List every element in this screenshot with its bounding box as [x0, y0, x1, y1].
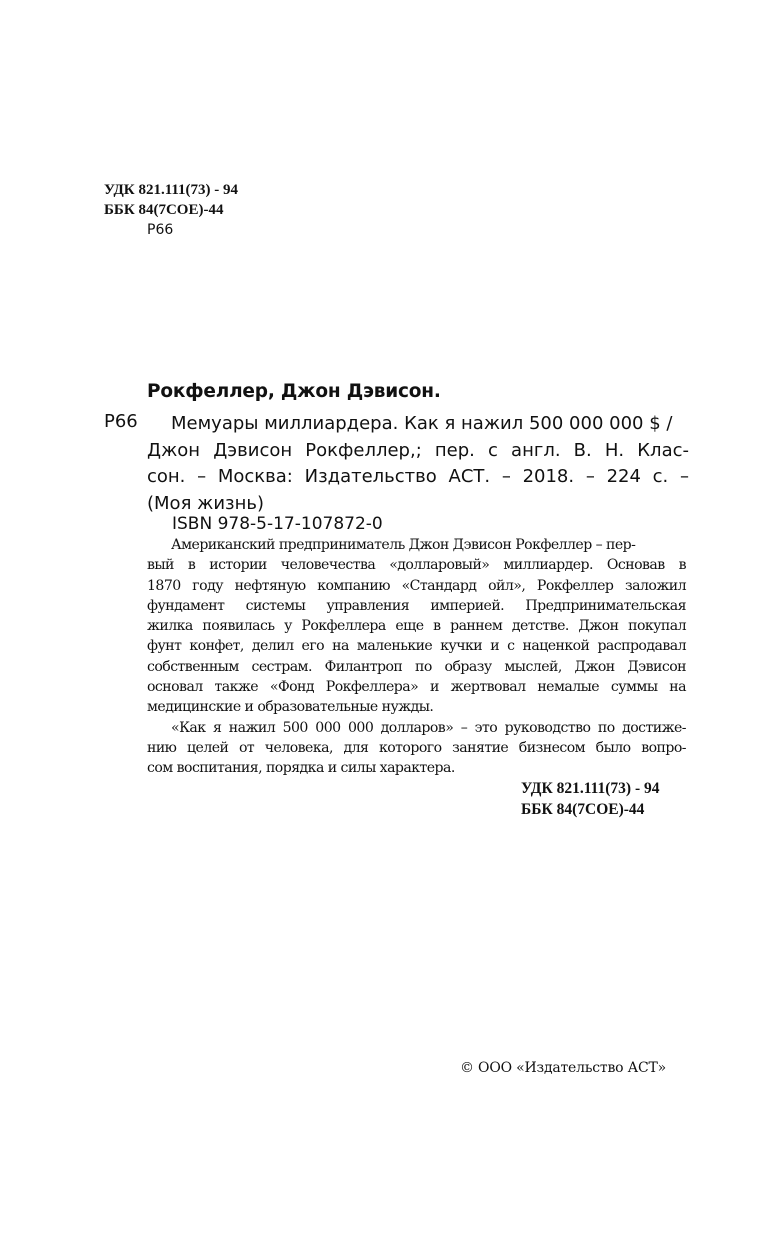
- isbn: ISBN 978-5-17-107872-0: [172, 514, 383, 534]
- bbk-bottom: ББК 84(7СОЕ)-44: [521, 801, 645, 818]
- annotation: [147, 535, 686, 779]
- author-heading: Рокфеллер, Джон Дэвисон.: [147, 381, 441, 402]
- bibliographic-description: [147, 411, 689, 517]
- annotation-line: «Как я нажил 500 000 000 долларов» – это руководство по достиже-: [171, 719, 686, 736]
- author-code: Р66: [104, 411, 138, 432]
- classification-bottom: [521, 778, 660, 820]
- annotation-line: фундамент системы управления империей. Предпринимательская: [147, 597, 686, 614]
- annotation-line: сом воспитания, порядка и силы характера.: [147, 760, 455, 777]
- annotation-line: вый в истории человечества «долларовый» миллиардер. Основав в: [147, 557, 686, 574]
- title-line: сон. – Москва: Издательство АСТ. – 2018. – 224 с. –: [147, 466, 689, 487]
- bbk-top: ББК 84(7СОЕ)-44: [104, 202, 224, 218]
- title-line: (Моя жизнь): [147, 492, 264, 514]
- annotation-line: собственным сестрам. Филантроп по образу мыслей, Джон Дэвисон: [147, 658, 686, 675]
- annotation-line: нию целей от человека, для которого занятие бизнесом было вопро-: [147, 739, 686, 756]
- annotation-line: жилка появилась у Рокфеллера еще в раннем детстве. Джон покупал: [147, 618, 686, 635]
- copyright: © ООО «Издательство АСТ»: [460, 1060, 667, 1076]
- udk-top: УДК 821.111(73) - 94: [104, 182, 239, 198]
- author-code-top: Р66: [147, 222, 174, 238]
- annotation-line: медицинские и образовательные нужды.: [147, 699, 434, 716]
- annotation-line: фунт конфет, делил его на маленькие кучки и с наценкой распродавал: [147, 638, 686, 655]
- annotation-line: Американский предприниматель Джон Дэвисон Рокфеллер – пер-: [171, 537, 636, 553]
- udk-bottom: УДК 821.111(73) - 94: [521, 780, 660, 797]
- annotation-line: 1870 году нефтяную компанию «Стандард ойл», Рокфеллер заложил: [147, 577, 686, 594]
- title-line: Джон Дэвисон Рокфеллер,; пер. с англ. В. Н. Клас-: [147, 439, 689, 461]
- title-line: Мемуары миллиардера. Как я нажил 500 000 000 $ /: [171, 413, 673, 434]
- annotation-line: основал также «Фонд Рокфеллера» и жертвовал немалые суммы на: [147, 679, 686, 696]
